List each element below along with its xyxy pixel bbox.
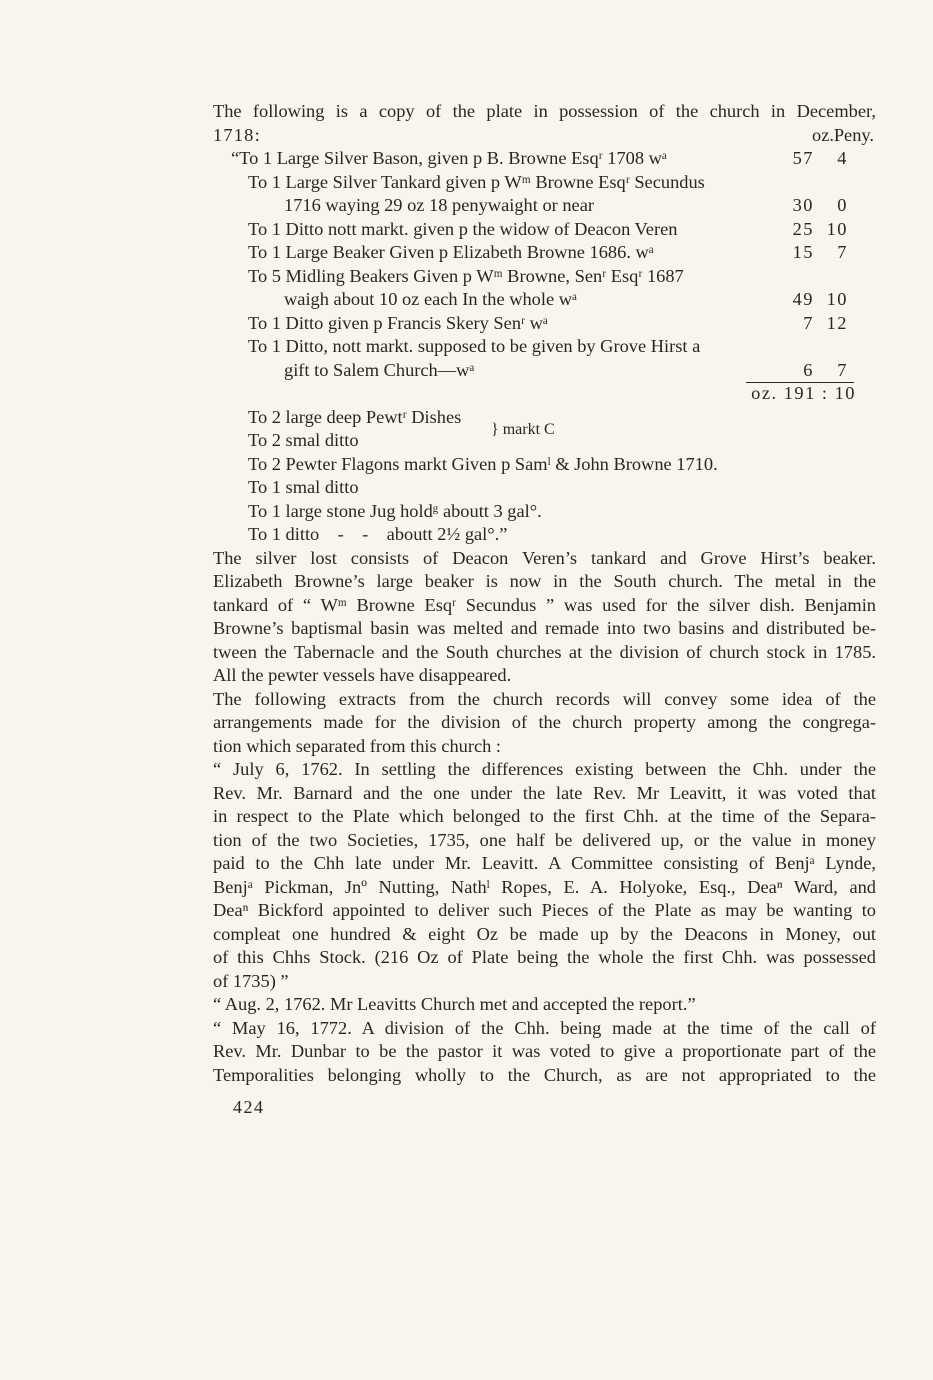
page-number: 424: [233, 1097, 265, 1117]
page-body: [213, 100, 876, 1087]
plate-item-text: To 1 Ditto, nott markt. supposed to be given by Grove Hirst a: [248, 336, 701, 356]
plate-item-text: waigh about 10 oz each In the whole wᵃ: [284, 289, 578, 309]
paragraph-line: The silver lost consists of Deacon Veren’s tankard and Grove Hirst’s beaker.: [213, 547, 876, 568]
paragraph-line: tion which separated from this church :: [213, 735, 502, 756]
pewter-item: To 2 large deep Pewtʳ Dishes: [248, 406, 462, 427]
intro-date: 1718:: [213, 124, 261, 145]
paragraph-line: arrangements made for the division of the church property among the congrega-: [213, 712, 876, 732]
plate-item-text: “To 1 Large Silver Bason, given p B. Browne Esqʳ 1708 wᵃ: [231, 148, 667, 168]
paragraph-line: “ May 16, 1772. A division of the Chh. being made at the time of the call of: [213, 1017, 876, 1038]
column-header-oz: oz.: [812, 124, 834, 145]
plate-item-peny: 10: [826, 289, 848, 309]
paragraph-line: Browne’s baptismal basin was melted and remade into two basins and distributed be-: [213, 618, 876, 638]
paragraph-line: compleat one hundred & eight Oz be made up by the Deacons in Money, out: [213, 923, 876, 944]
column-header-peny: Peny.: [833, 124, 874, 145]
plate-item-oz: 25: [792, 218, 814, 239]
paragraph-line: Rev. Mr. Dunbar to be the pastor it was voted to give a proportionate part of the: [213, 1041, 876, 1061]
paragraph-line: Benjᵃ Pickman, Jnº Nutting, Nathˡ Ropes, E. A. Holyoke, Esq., Deaⁿ Ward, and: [213, 876, 876, 897]
paragraph-line: Temporalities belonging wholly to the Church, as are not appropriated to the: [213, 1064, 876, 1085]
plate-item-oz: 49: [792, 289, 814, 309]
plate-item-text: To 1 Large Silver Tankard given p Wᵐ Browne Esqʳ Secundus: [248, 171, 705, 192]
intro-line-date: [213, 124, 876, 148]
paragraph-line: The following extracts from the church records will convey some idea of the: [213, 688, 876, 709]
brace-icon: }: [491, 420, 499, 438]
pewter-item: To 1 ditto - - aboutt 2½ gal°.”: [248, 524, 508, 544]
plate-item: [213, 359, 876, 383]
plate-item-peny: 0: [837, 195, 848, 215]
paragraph-line: tankard of “ Wᵐ Browne Esqʳ Secundus ” was used for the silver dish. Benjamin: [213, 594, 876, 615]
paragraph-line: Deaⁿ Bickford appointed to deliver such Pieces of the Plate as may be wanting to: [213, 900, 876, 920]
paragraph-line: All the pewter vessels have disappeared.: [213, 665, 512, 685]
plate-item-text: To 1 Ditto given p Francis Skery Senʳ wᵃ: [248, 312, 548, 333]
pewter-item: To 2 smal ditto: [248, 430, 359, 450]
paragraph-line: in respect to the Plate which belonged to the first Chh. at the time of the Separa-: [213, 806, 876, 826]
plate-item-oz: 57: [792, 148, 814, 168]
pewter-item: To 1 smal ditto: [248, 477, 359, 497]
paragraph-line: “ July 6, 1762. In settling the differences existing between the Chh. under the: [213, 759, 876, 779]
plate-item: [213, 218, 876, 242]
paragraph-line: tion of the two Societies, 1735, one half be delivered up, or the value in money: [213, 829, 876, 850]
plate-item-peny: 7: [837, 359, 848, 380]
brace-text: markt C: [502, 420, 555, 438]
pewter-dishes-group: [213, 406, 876, 453]
paragraph-line: of this Chhs Stock. (216 Oz of Plate being the whole the first Chh. was possessed: [213, 947, 876, 967]
paragraph-line: tween the Tabernacle and the South churches at the division of church stock in 1785.: [213, 641, 876, 662]
plate-item-oz: 30: [792, 195, 814, 215]
plate-item: [213, 265, 876, 289]
paragraph-line: Elizabeth Browne’s large beaker is now in the South church. The metal in the: [213, 571, 876, 591]
plate-item-text: gift to Salem Church—wᵃ: [284, 359, 475, 380]
plate-item-peny: 10: [826, 218, 848, 239]
plate-item: [213, 312, 876, 336]
plate-item-peny: 7: [837, 242, 848, 262]
brace-label: [491, 406, 555, 453]
pewter-item: To 2 Pewter Flagons markt Given p Samˡ & John Browne 1710.: [248, 453, 718, 474]
plate-item: [213, 335, 876, 359]
plate-item-oz: 15: [792, 242, 814, 262]
plate-item-text: 1716 waying 29 oz 18 penywaight or near: [284, 195, 595, 215]
paragraph-line: paid to the Chh late under Mr. Leavitt. A Committee consisting of Benjᵃ Lynde,: [213, 853, 876, 873]
plate-item-oz: 7: [803, 312, 814, 333]
plate-item: [213, 147, 876, 171]
paragraph-line: Rev. Mr. Barnard and the one under the late Rev. Mr Leavitt, it was voted that: [213, 782, 876, 803]
pewter-item: To 1 large stone Jug holdᵍ aboutt 3 gal°.: [248, 500, 542, 521]
plate-item-text: To 1 Large Beaker Given p Elizabeth Browne 1686. wᵃ: [248, 242, 654, 262]
plate-item: [213, 171, 876, 195]
plate-item-text: To 5 Midling Beakers Given p Wᵐ Browne, Senʳ Esqʳ 1687: [248, 265, 684, 286]
paragraph-line: “ Aug. 2, 1762. Mr Leavitts Church met and accepted the report.”: [213, 994, 696, 1014]
total-line: [213, 382, 876, 406]
plate-item-peny: 4: [837, 148, 848, 168]
plate-item-text: To 1 Ditto nott markt. given p the widow of Deacon Veren: [248, 218, 678, 239]
plate-item-oz: 6: [803, 359, 814, 380]
plate-item-peny: 12: [826, 312, 848, 333]
plate-item: [213, 194, 876, 218]
plate-item: [213, 288, 876, 312]
intro-line: The following is a copy of the plate in possession of the church in December,: [213, 101, 876, 121]
paragraph-line: of 1735) ”: [213, 970, 289, 991]
total-value: oz. 191 : 10: [751, 383, 856, 403]
plate-item: [213, 241, 876, 265]
